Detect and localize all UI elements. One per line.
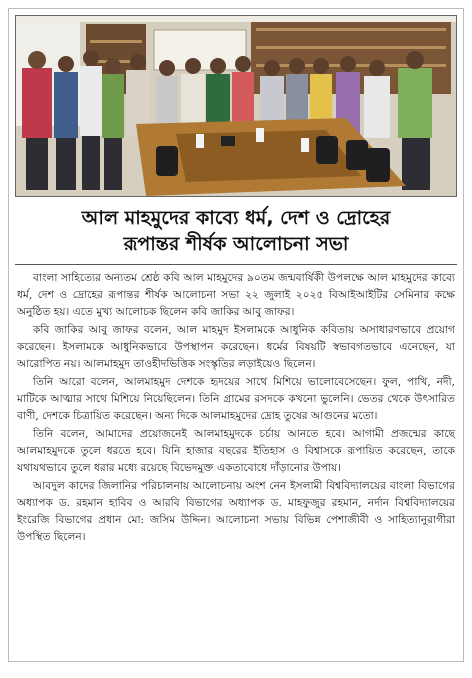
paragraph-4: তিনি বলেন, আমাদের প্রয়োজনেই আলমাহমুদকে চর্চায় আনতে হবে। আগামী প্রজন্মের কাছে আলমাহমুদকে তুলে ধরতে হবে। যিনি হাজার বছরের ইতিহাস ও বিশ্বাসকে রূপায়িত করেছেন, তাকে যথাযথভাবে তুলে ধরার মধ্যে রয়েছে বিভেদমুক্ত একতাবোধে দাঁড়ানোর উপায়।	[17, 428, 455, 474]
paragraph-5: আবদুল কাদের জিলানির পরিচালনায় আলোচনায় অংশ নেন ইসলামী বিশ্ববিদ্যালয়ের বাংলা বিভাগের অধ্যাপক ড. রহমান হাবিব ও আরবি বিভাগের অধ্যাপক ড. মাহফুজুর রহমান, নর্দান বিশ্ববিদ্যালয়ের ইংরেজি বিভাগের প্রধান মো: জসিম উদ্দিন। আলোচনা সভায় বিভিন্ন পেশাজীবী ও সাহিত্যানুরাগীরা উপস্থিত ছিলেন।	[17, 480, 455, 543]
paragraph-1: বাংলা সাহিত্যের অন্যতম শ্রেষ্ঠ কবি আল মাহমুদের ৯০তম জন্মবার্ষিকী উপলক্ষে আল মাহমুদের কাব্যে ধর্ম, দেশ ও দ্রোহের রূপান্তর শীর্ষক আলোচনা সভা ২২ জুলাই ২০২৫ বিআইআইটির সেমিনার কক্ষে অনুষ্ঠিত হয়। এতে মুখ্য আলোচক ছিলেন কবি জাকির আবু জাফর।	[17, 272, 455, 318]
event-photo-illustration	[16, 16, 456, 196]
paragraph-2: কবি জাকির আবু জাফর বলেন, আল মাহমুদ ইসলামকে আধুনিক কবিতায় অসাধারণভাবে প্রয়োগ করেছেন। ইসলামকে আধুনিকভাবে উপস্থাপন করেছেন। ধর্মের বিষয়টি স্বভাবগতভাবে এনেছেন, যা আরোপিত নয়। আলমাহমুদ তাওহীদভিত্তিক সংস্কৃতির লড়াইয়েও ছিলেন।	[17, 324, 455, 370]
newspaper-clipping	[8, 8, 464, 662]
event-photo	[15, 15, 457, 197]
headline-line-2: রূপান্তর শীর্ষক আলোচনা সভা	[123, 233, 349, 255]
headline-divider	[15, 264, 457, 265]
headline-line-1: আল মাহমুদের কাব্যে ধর্ম, দেশ ও দ্রোহের	[81, 207, 391, 229]
article-body	[17, 270, 455, 547]
paragraph-3: তিনি আরো বলেন, আলমাহমুদ দেশকে হৃদয়ের সাথে মিশিয়ে ভালোবেসেছেন। ফুল, পাখি, নদী, মাটিকে আত্মার সাথে মিশিয়ে নিয়েছিলেন। তিনি গ্রামের রসদকে কখনো ভুলেনি। ভেতর থেকে উৎসারিত বাণী, দেশকে চিত্রায়িত করেছেন। অন্য দিকে আলমাহমুদের দ্রোহ তুষের আগুনের মতো।	[17, 376, 455, 422]
headline	[15, 205, 457, 257]
